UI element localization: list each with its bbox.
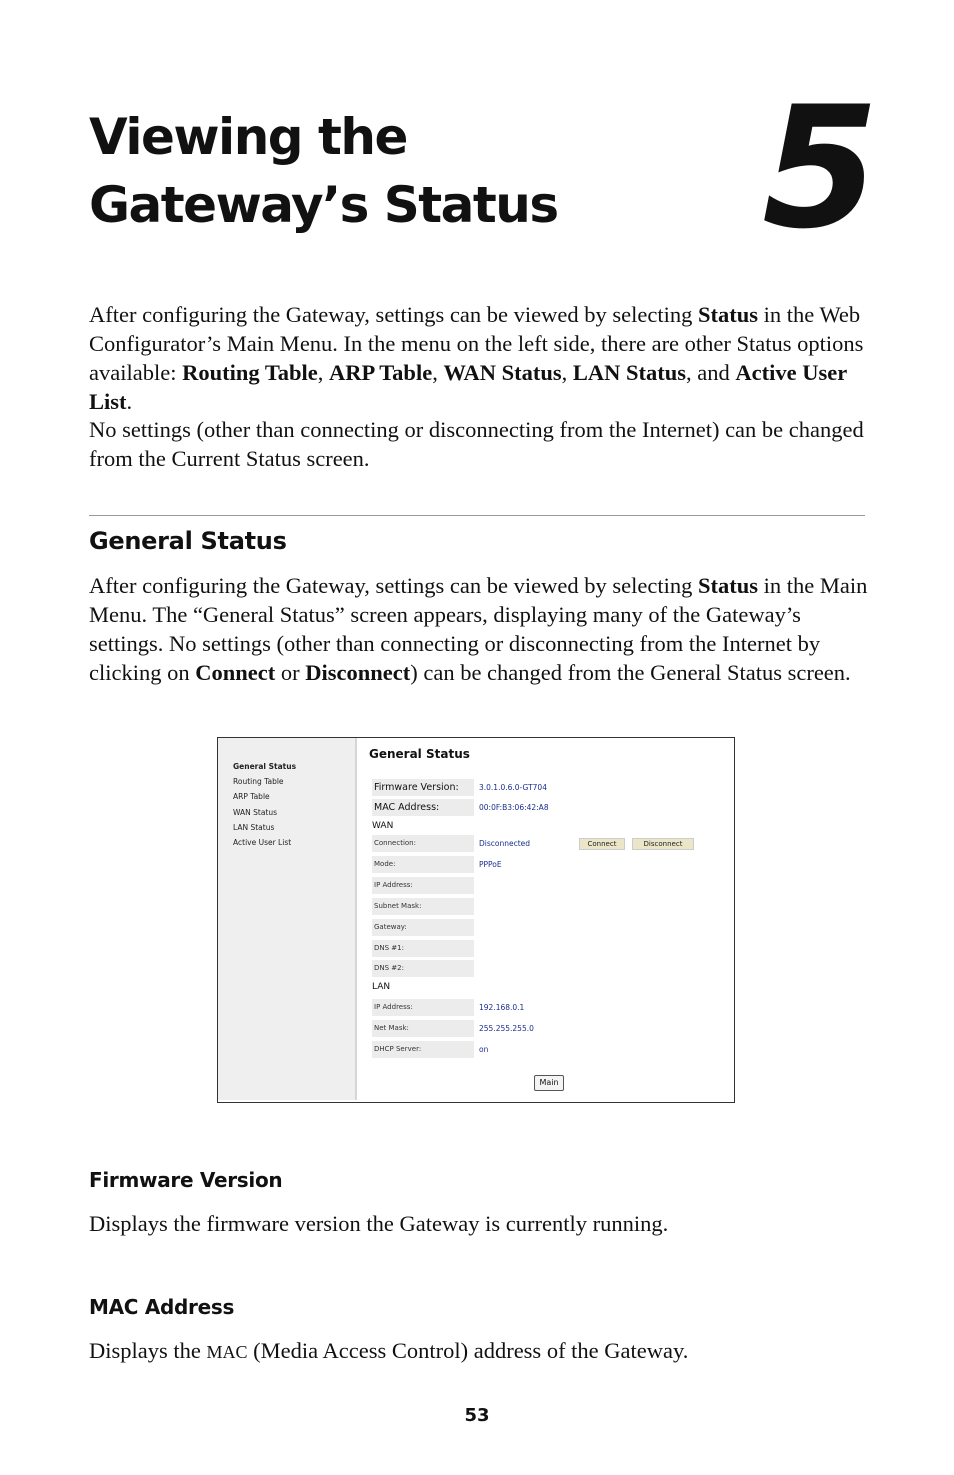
wan-mode-value: PPPoE	[479, 860, 502, 869]
chapter-number: 5	[762, 70, 879, 266]
menu-active-user-list[interactable]: Active User List	[233, 838, 292, 847]
intro-paragraph-1: After configuring the Gateway, settings can be viewed by selecting Status in the Web Configurator’s Main Menu. In the menu on the left side, there are other Status options available: Routing Table, ARP Table, WAN Status, LAN Status, and Active User List.	[89, 302, 864, 414]
mac-address-text: Displays the MAC (Media Access Control) address of the Gateway.	[89, 1338, 689, 1363]
wan-ip-label: IP Address:	[372, 877, 474, 894]
screenshot-heading: General Status	[369, 747, 470, 761]
wan-subnet-label: Subnet Mask:	[372, 898, 474, 915]
wan-mode-label: Mode:	[372, 856, 474, 873]
menu-general-status[interactable]: General Status	[233, 762, 297, 771]
general-status-paragraph: After configuring the Gateway, settings can be viewed by selecting Status in the Main Menu. The “General Status” screen appears, displaying many of the Gateway’s settings. No settings (other than connecting or disconnecting from the Internet by clicking on Connect or Disconnect) can be changed from the General Status screen.	[89, 573, 868, 685]
lan-heading: LAN	[372, 982, 391, 992]
lan-netmask-label: Net Mask:	[372, 1020, 474, 1037]
wan-connection-label: Connection:	[372, 835, 474, 852]
menu-routing-table[interactable]: Routing Table	[233, 777, 284, 786]
firmware-label: Firmware Version:	[372, 779, 474, 796]
mac-value: 00:0F:B3:06:42:A8	[479, 803, 549, 812]
firmware-version-text: Displays the firmware version the Gateway is currently running.	[89, 1211, 669, 1236]
chapter-title	[89, 103, 558, 239]
general-status-screenshot	[217, 737, 735, 1103]
page-number: 53	[464, 1405, 490, 1426]
section-divider	[89, 515, 865, 516]
wan-connection-value: Disconnected	[479, 839, 531, 848]
chapter-title-line2: Gateway’s Status	[89, 176, 558, 234]
intro-paragraph-2: No settings (other than connecting or disconnecting from the Internet) can be changed from the Current Status screen.	[89, 417, 864, 471]
wan-dns2-label: DNS #2:	[372, 960, 474, 977]
main-button[interactable]: Main	[534, 1075, 564, 1091]
firmware-value: 3.0.1.0.6.0-GT704	[479, 783, 547, 792]
wan-gateway-label: Gateway:	[372, 919, 474, 936]
status-sidebar	[218, 738, 357, 1100]
lan-ip-value: 192.168.0.1	[479, 1003, 525, 1012]
connect-button[interactable]: Connect	[579, 838, 625, 850]
menu-lan-status[interactable]: LAN Status	[233, 823, 275, 832]
wan-heading: WAN	[372, 821, 394, 831]
wan-dns1-label: DNS #1:	[372, 940, 474, 957]
menu-wan-status[interactable]: WAN Status	[233, 808, 278, 817]
lan-netmask-value: 255.255.255.0	[479, 1024, 534, 1033]
mac-address-heading: MAC Address	[89, 1295, 235, 1319]
firmware-version-heading: Firmware Version	[89, 1168, 283, 1192]
general-status-heading: General Status	[89, 527, 287, 555]
disconnect-button[interactable]: Disconnect	[632, 838, 694, 850]
lan-dhcp-value: on	[479, 1045, 489, 1054]
mac-label: MAC Address:	[372, 799, 474, 816]
lan-ip-label: IP Address:	[372, 999, 474, 1016]
lan-dhcp-label: DHCP Server:	[372, 1041, 474, 1058]
menu-arp-table[interactable]: ARP Table	[233, 792, 270, 801]
chapter-title-line1: Viewing the	[89, 108, 407, 166]
